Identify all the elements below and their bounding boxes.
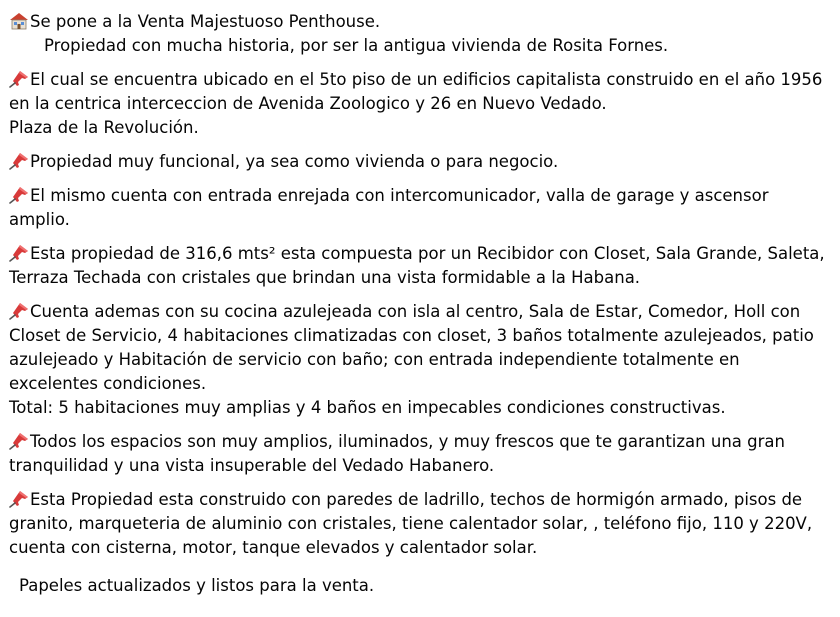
pushpin-emoji-icon — [9, 186, 29, 204]
spaces-paragraph — [9, 430, 835, 478]
access-paragraph — [9, 184, 835, 232]
function-line-1: Propiedad muy funcional, ya sea como vivienda o para negocio. — [30, 152, 559, 171]
pushpin-emoji-icon — [9, 244, 29, 262]
headline-subtitle: Propiedad con mucha historia, por ser la antigua vivienda de Rosita Fornes. — [44, 36, 669, 55]
location-line-3: Plaza de la Revolución. — [9, 118, 199, 137]
spaces-line-2: tranquilidad y una vista insuperable del Vedado Habanero. — [9, 456, 495, 475]
spaces-line-1: Todos los espacios son muy amplios, iluminados, y muy frescos que te garantizan una gran — [30, 432, 785, 451]
pushpin-emoji-icon — [9, 70, 29, 88]
pushpin-emoji-icon — [9, 302, 29, 320]
pushpin-emoji-icon — [9, 490, 29, 508]
area-line-1: Esta propiedad de 316,6 mts² esta compuesta por un Recibidor con Closet, Sala Grande, Saleta, — [30, 244, 825, 263]
rooms-line-2: Closet de Servicio, 4 habitaciones climatizadas con closet, 3 baños totalmente azulejeados, patio — [9, 326, 814, 345]
construction-line-2: granito, marqueteria de aluminio con cristales, tiene calentador solar, , teléfono fijo, 110 y 220V, — [9, 514, 813, 533]
closing-paragraph — [9, 574, 835, 598]
area-line-2: Terraza Techada con cristales que brindan una vista formidable a la Habana. — [9, 268, 641, 287]
rooms-total: Total: 5 habitaciones muy amplias y 4 baños en impecables condiciones constructivas. — [9, 398, 726, 417]
construction-line-1: Esta Propiedad esta construido con paredes de ladrillo, techos de hormigón armado, pisos de — [30, 490, 803, 509]
access-line-1: El mismo cuenta con entrada enrejada con intercomunicador, valla de garage y ascensor — [30, 186, 769, 205]
location-line-1: El cual se encuentra ubicado en el 5to piso de un edificios capitalista construido en el año 1956 — [30, 70, 823, 89]
pushpin-emoji-icon — [9, 152, 29, 170]
function-paragraph — [9, 150, 835, 174]
rooms-line-1: Cuenta ademas con su cocina azulejeada con isla al centro, Sala de Estar, Comedor, Holl con — [30, 302, 801, 321]
closing-line: Papeles actualizados y listos para la venta. — [19, 576, 375, 595]
location-paragraph — [9, 68, 835, 140]
post-body — [9, 10, 835, 608]
house-emoji-icon — [9, 12, 29, 30]
pushpin-emoji-icon — [9, 432, 29, 450]
access-line-2: amplio. — [9, 210, 70, 229]
area-paragraph — [9, 242, 835, 290]
rooms-line-4: excelentes condiciones. — [9, 374, 207, 393]
headline-paragraph — [9, 10, 835, 58]
construction-line-3: cuenta con cisterna, motor, tanque elevados y calentador solar. — [9, 538, 538, 557]
rooms-paragraph — [9, 300, 835, 420]
location-line-2: en la centrica interceccion de Avenida Zoologico y 26 en Nuevo Vedado. — [9, 94, 607, 113]
construction-paragraph — [9, 488, 835, 560]
rooms-line-3: azulejeado y Habitación de servicio con baño; con entrada independiente totalmente en — [9, 350, 740, 369]
headline-title: Se pone a la Venta Majestuoso Penthouse. — [30, 12, 381, 31]
